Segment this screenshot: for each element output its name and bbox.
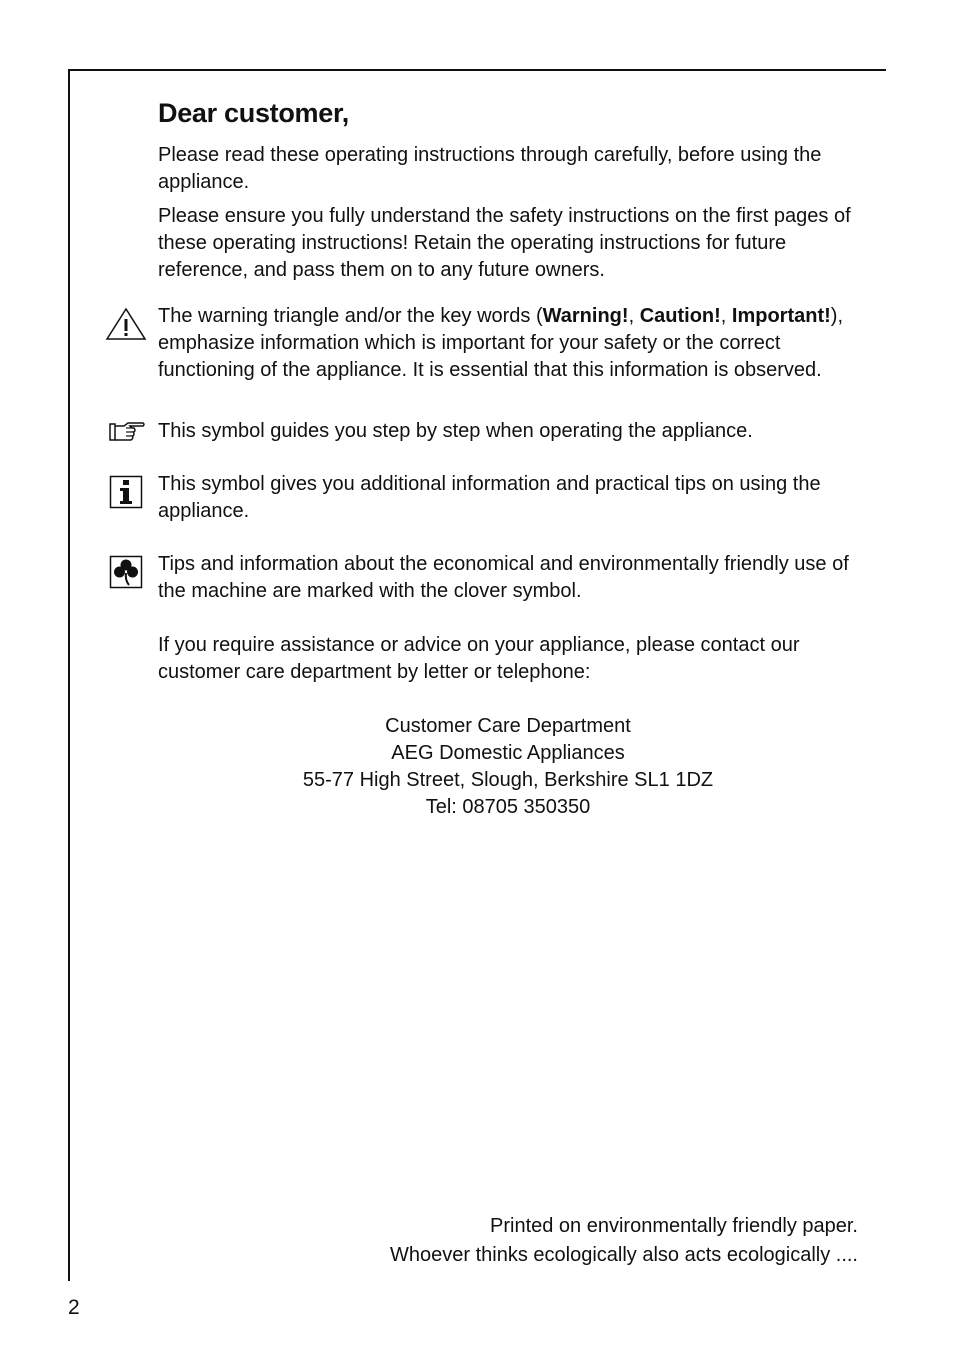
intro-paragraph-2: Please ensure you fully understand the safety instructions on the first pages of these operating instructions! Retain the operating instructions for future reference, and pass them on to any future owners. (158, 205, 851, 281)
top-rule (68, 69, 886, 71)
page-title: Dear customer, (158, 98, 349, 128)
assistance-paragraph: If you require assistance or advice on your appliance, please contact our customer care department by letter or telephone: (158, 634, 800, 683)
keyword-caution: Caution! (639, 305, 721, 327)
info-paragraph: This symbol gives you additional information and practical tips on using the appliance. (158, 473, 821, 522)
address-line: Tel: 08705 350350 (425, 796, 591, 818)
left-rule (68, 69, 70, 1281)
address-line: 55-77 High Street, Slough, Berkshire SL1 1DZ (302, 769, 714, 791)
step-paragraph: This symbol guides you step by step when operating the appliance. (158, 420, 753, 442)
address-block (158, 713, 858, 821)
intro-paragraph-1: Please read these operating instructions through carefully, before using the appliance. (158, 144, 822, 193)
warning-paragraph: The warning triangle and/or the key words (Warning!, Caution!, Important!), emphasize information which is important for your safety or the correct functioning of the appliance. It is essential that this information is observed. (158, 305, 844, 381)
page-number: 2 (68, 1296, 80, 1319)
info-icon (109, 475, 143, 509)
eco-paragraph: Tips and information about the economical and environmentally friendly use of the machine are marked with the clover symbol. (158, 553, 849, 602)
pointing-hand-icon (108, 421, 146, 443)
footer-line: Whoever thinks ecologically also acts ecologically .... (390, 1244, 858, 1266)
footer-note (158, 1212, 858, 1270)
warning-triangle-icon (104, 306, 148, 342)
clover-icon (109, 555, 143, 589)
keyword-warning: Warning! (542, 305, 629, 327)
keyword-important: Important! (731, 305, 831, 327)
address-line: Customer Care Department (385, 715, 631, 737)
address-line: AEG Domestic Appliances (391, 742, 625, 764)
footer-line: Printed on environmentally friendly paper. (490, 1215, 858, 1237)
